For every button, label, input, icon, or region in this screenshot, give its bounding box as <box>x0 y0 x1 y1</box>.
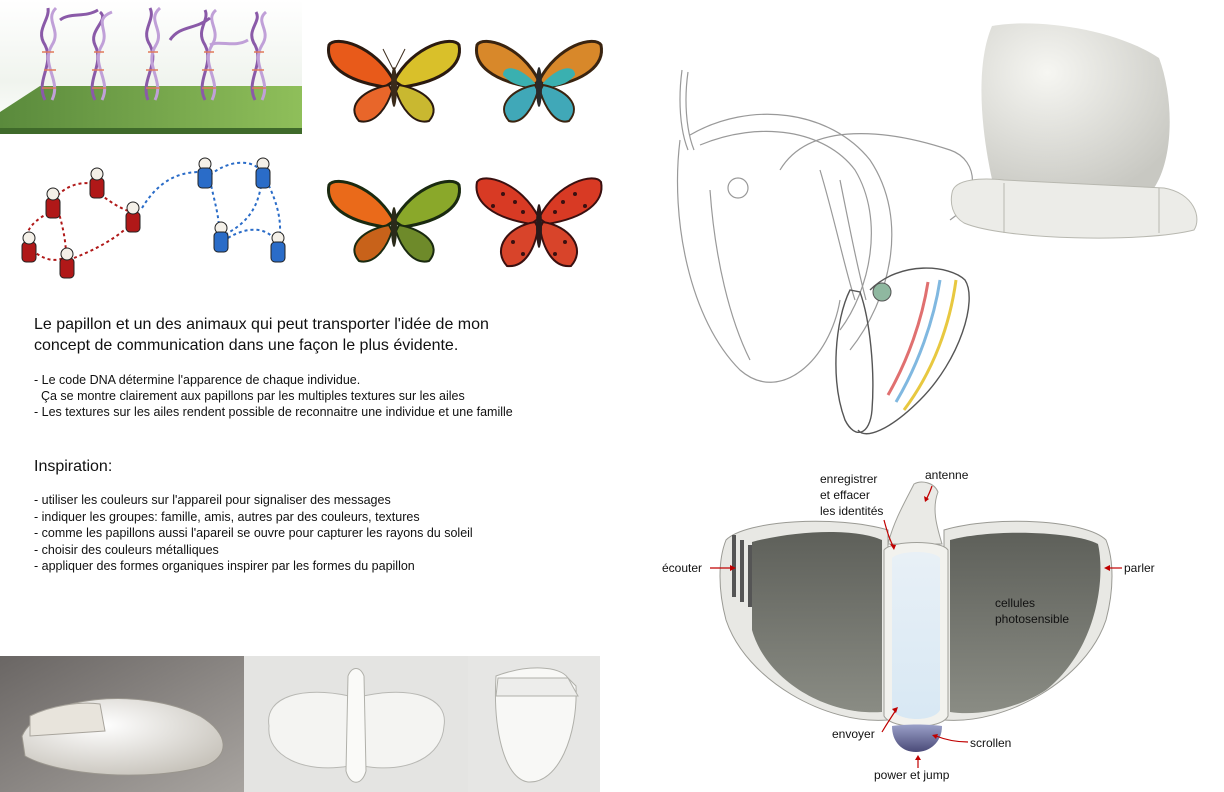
label-cells-line2: photosensible <box>995 612 1070 626</box>
intro-line-1: Le papillon et un des animaux qui peut transporter l'idée de mon <box>34 316 489 333</box>
label-send: envoyer <box>832 727 875 741</box>
inspiration-item: - indiquer les groupes: famille, amis, autres par des couleurs, textures <box>34 509 420 524</box>
label-cells: cellules <box>995 596 1036 610</box>
label-record-line2: et effacer <box>820 488 870 502</box>
inspiration-title: Inspiration: <box>34 458 113 475</box>
dna-note: - Les textures sur les ailes rendent possible de reconnaitre une individue et une famille <box>34 405 513 419</box>
inspiration-item: - utiliser les couleurs sur l'appareil pour signaliser des messages <box>34 493 391 507</box>
label-power: power et jump <box>874 768 950 782</box>
label-antenna: antenne <box>925 468 969 482</box>
label-listen: écouter <box>662 561 703 575</box>
label-speak: parler <box>1124 561 1155 575</box>
label-record: enregistrer <box>820 472 878 486</box>
inspiration-item: - appliquer des formes organiques inspirer par les formes du papillon <box>34 559 415 573</box>
label-scroll: scrollen <box>970 736 1012 750</box>
intro-line-2: concept de communication dans une façon le plus évidente. <box>34 337 459 354</box>
dna-note: Ça se montre clairement aux papillons par les multiples textures sur les ailes <box>34 389 465 403</box>
dna-note: - Le code DNA détermine l'apparence de chaque individue. <box>34 373 361 387</box>
inspiration-item: - choisir des couleurs métalliques <box>34 542 219 557</box>
label-record-line3: les identités <box>820 504 884 518</box>
inspiration-item: - comme les papillons aussi l'apareil se ouvre pour capturer les rayons du soleil <box>34 526 473 540</box>
